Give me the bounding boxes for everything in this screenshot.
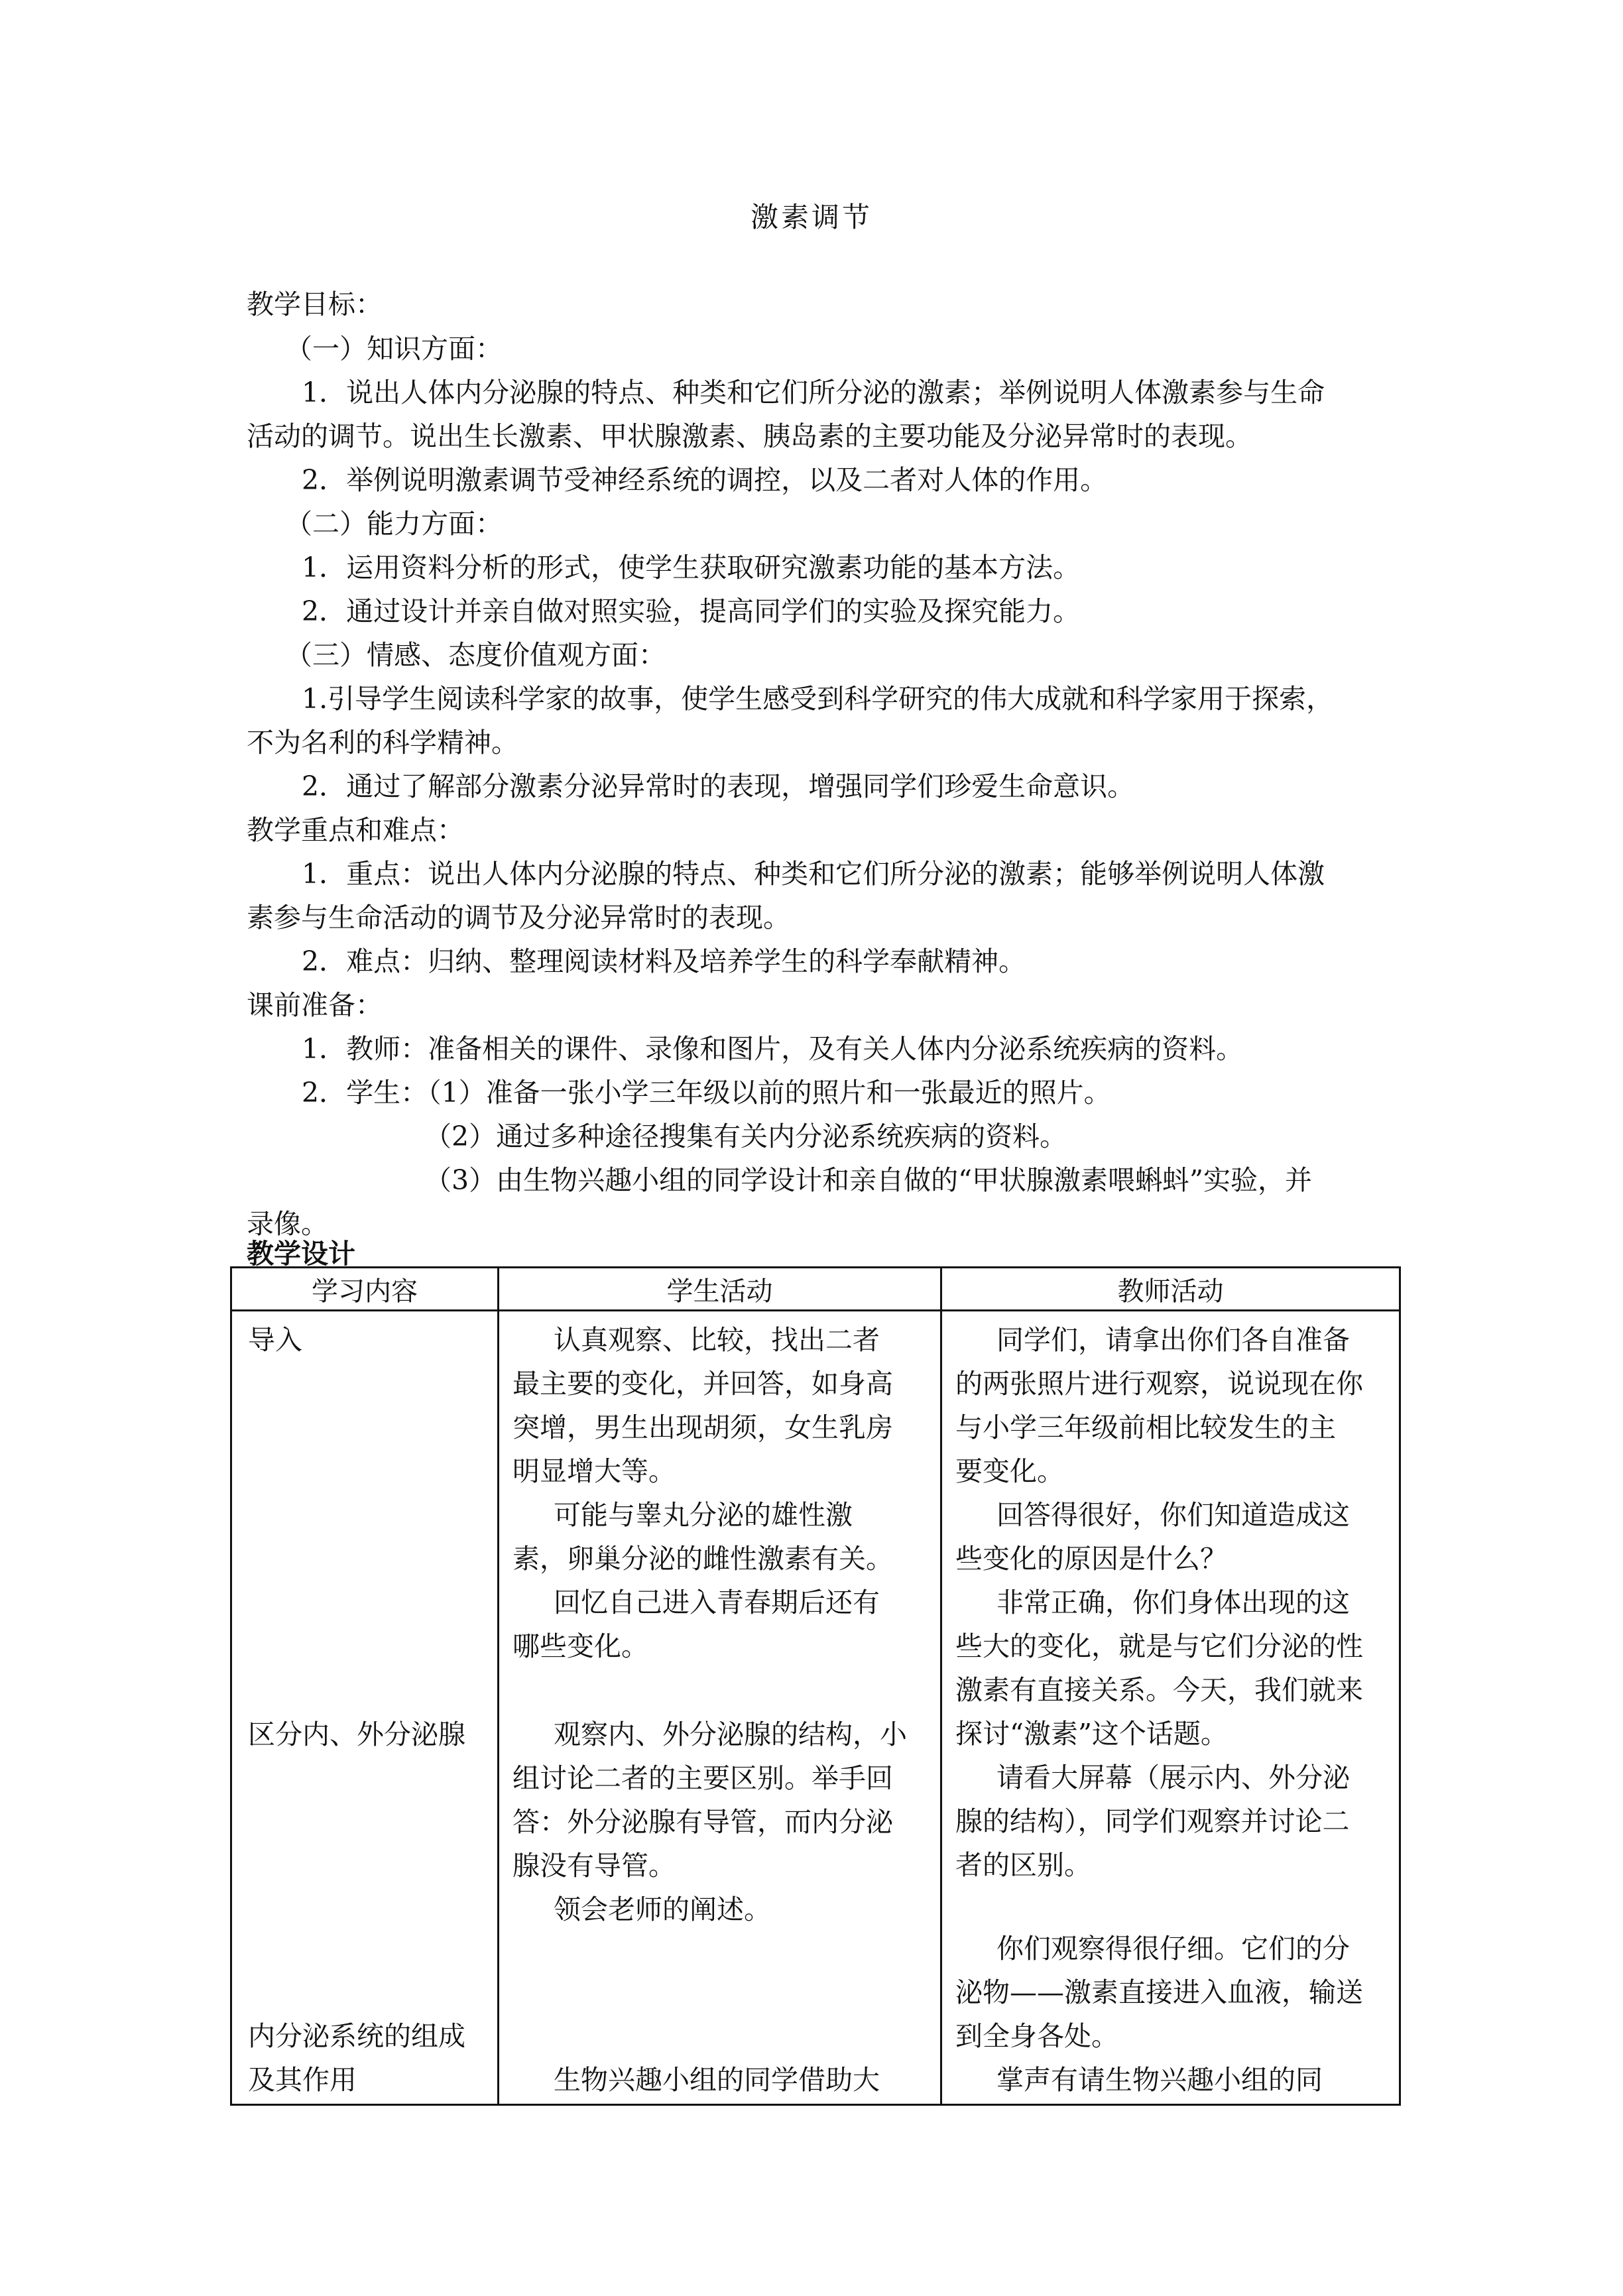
teacher-line: 与小学三年级前相比较发生的主 (955, 1412, 1336, 1443)
teacher-line: 腺的结构），同学们观察并讨论二 (955, 1805, 1350, 1837)
document-title: 激素调节 (750, 201, 872, 233)
knowledge-item-2: 2．举例说明激素调节受神经系统的调控，以及二者对人体的作用。 (302, 464, 1108, 496)
student-line: 可能与睾丸分泌的雄性激 (554, 1499, 853, 1531)
header-student-activity: 学生活动 (499, 1268, 941, 1311)
key-point-1-line-2: 素参与生命活动的调节及分泌异常时的表现。 (247, 902, 790, 934)
student-line: 观察内、外分泌腺的结构，小 (554, 1719, 907, 1750)
teacher-line: 到全身各处。 (955, 2020, 1118, 2052)
content-intro: 导入 (248, 1324, 302, 1356)
teacher-line: 些变化的原因是什么？ (955, 1543, 1227, 1575)
teacher-line: 同学们，请拿出你们各自准备 (996, 1324, 1350, 1356)
header-teacher-activity: 教师活动 (941, 1268, 1400, 1311)
preparation-teacher: 1．教师：准备相关的课件、录像和图片，及有关人体内分泌系统疾病的资料。 (302, 1033, 1244, 1065)
student-line: 哪些变化。 (512, 1630, 648, 1662)
student-line: 答：外分泌腺有导管，而内分泌 (512, 1806, 893, 1838)
ability-item-1: 1．运用资料分析的形式，使学生获取研究激素功能的基本方法。 (302, 552, 1081, 583)
key-point-2: 2．难点：归纳、整理阅读材料及培养学生的科学奉献精神。 (302, 945, 1026, 977)
teacher-line: 者的区别。 (955, 1849, 1091, 1881)
preparation-student-3-line-1: （3）由生物兴趣小组的同学设计和亲自做的“甲状腺激素喂蝌蚪”实验，并 (424, 1164, 1313, 1196)
learning-content-cell (231, 1311, 499, 2105)
student-line: 明显增大等。 (512, 1455, 676, 1487)
preparation-heading: 课前准备： (247, 989, 383, 1021)
content-glands: 区分内、外分泌腺 (248, 1719, 465, 1750)
student-line: 回忆自己进入青春期后还有 (554, 1587, 880, 1618)
knowledge-item-1-line-1: 1．说出人体内分泌腺的特点、种类和它们所分泌的激素；举例说明人体激素参与生命 (302, 377, 1325, 408)
teacher-line: 探讨“激素”这个话题。 (955, 1718, 1228, 1750)
teacher-line: 你们观察得很仔细。它们的分 (996, 1933, 1350, 1964)
table-header-row (231, 1268, 1400, 1311)
teacher-line: 的两张照片进行观察，说说现在你 (955, 1368, 1363, 1400)
emotion-item-2: 2．通过了解部分激素分泌异常时的表现，增强同学们珍爱生命意识。 (302, 770, 1135, 802)
key-point-1-line-1: 1．重点：说出人体内分泌腺的特点、种类和它们所分泌的激素；能够举例说明人体激 (302, 858, 1325, 890)
emotion-item-1-line-2: 不为名利的科学精神。 (247, 727, 518, 758)
student-line: 最主要的变化，并回答，如身高 (512, 1368, 893, 1400)
student-line: 素，卵巢分泌的雌性激素有关。 (512, 1543, 893, 1575)
key-points-heading: 教学重点和难点： (247, 814, 464, 846)
design-heading: 教学设计 (247, 1238, 355, 1270)
emotion-heading: （三）情感、态度价值观方面： (285, 639, 666, 671)
teacher-line: 请看大屏幕（展示内、外分泌 (996, 1762, 1350, 1793)
teacher-line: 掌声有请生物兴趣小组的同 (996, 2064, 1323, 2096)
student-line: 组讨论二者的主要区别。举手回 (512, 1762, 893, 1794)
teacher-line: 泌物——激素直接进入血液，输送 (955, 1976, 1363, 2008)
teacher-line: 激素有直接关系。今天，我们就来 (955, 1674, 1363, 1706)
header-learning-content: 学习内容 (231, 1268, 499, 1311)
content-system-line-2: 及其作用 (248, 2064, 357, 2096)
knowledge-heading: （一）知识方面： (285, 333, 503, 365)
student-line: 领会老师的阐述。 (554, 1894, 771, 1925)
student-line: 突增，男生出现胡须，女生乳房 (512, 1412, 893, 1443)
content-system-line-1: 内分泌系统的组成 (248, 2020, 465, 2052)
knowledge-item-1-line-2: 活动的调节。说出生长激素、甲状腺激素、胰岛素的主要功能及分泌异常时的表现。 (247, 420, 1252, 452)
preparation-student-3-line-2: 录像。 (247, 1208, 328, 1240)
objectives-heading: 教学目标： (247, 288, 383, 320)
student-line: 生物兴趣小组的同学借助大 (554, 2064, 880, 2096)
student-activity-cell (499, 1311, 941, 2105)
emotion-item-1-line-1: 1.引导学生阅读科学家的故事，使学生感受到科学研究的伟大成就和科学家用于探索， (302, 683, 1334, 715)
student-line: 认真观察、比较，找出二者 (554, 1324, 880, 1356)
teacher-activity-cell (941, 1311, 1400, 2105)
teacher-line: 要变化。 (955, 1455, 1064, 1487)
ability-heading: （二）能力方面： (285, 508, 503, 540)
preparation-student-2: （2）通过多种途径搜集有关内分泌系统疾病的资料。 (424, 1120, 1067, 1152)
teacher-line: 非常正确，你们身体出现的这 (996, 1587, 1350, 1618)
student-line: 腺没有导管。 (512, 1850, 676, 1882)
ability-item-2: 2．通过设计并亲自做对照实验，提高同学们的实验及探究能力。 (302, 595, 1081, 627)
teacher-line: 些大的变化，就是与它们分泌的性 (955, 1630, 1363, 1662)
teacher-line: 回答得很好，你们知道造成这 (996, 1499, 1350, 1531)
table-row (231, 1311, 1400, 2105)
preparation-student-1: 2．学生：（1）准备一张小学三年级以前的照片和一张最近的照片。 (302, 1077, 1111, 1109)
teaching-design-table (230, 1266, 1401, 2106)
